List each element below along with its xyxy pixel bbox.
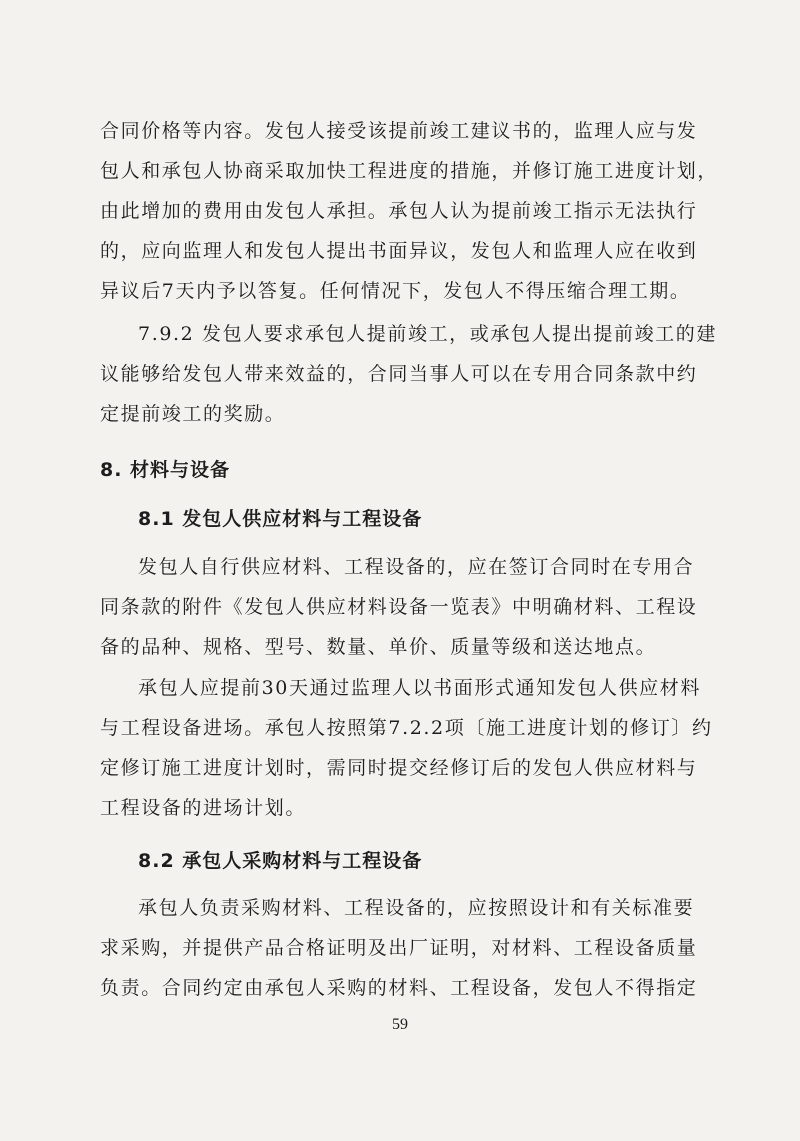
text-line: 承包人应提前30天通过监理人以书面形式通知发包人供应材料 [138, 677, 701, 699]
text-line: 定提前竣工的奖励。 [100, 403, 286, 425]
text-line: 与工程设备进场。承包人按照第7.2.2项〔施工进度计划的修订〕约 [100, 717, 713, 739]
text-line: 7.9.2 发包人要求承包人提前竣工，或承包人提出提前竣工的建 [138, 323, 717, 345]
section-heading-8: 8. 材料与设备 [100, 459, 231, 481]
paragraph-early-completion [100, 111, 719, 311]
text-line: 的，应向监理人和发包人提出书面异议，发包人和监理人应在收到 [100, 240, 698, 262]
paragraph-8-2-purchase [100, 888, 700, 1008]
text-line: 包人和承包人协商采取加快工程进度的措施，并修订施工进度计划， [100, 160, 719, 182]
text-line: 议能够给发包人带来效益的，合同当事人可以在专用合同条款中约 [100, 363, 698, 385]
page-number: 59 [392, 1016, 408, 1033]
text-line: 承包人负责采购材料、工程设备的，应按照设计和有关标准要 [138, 897, 695, 919]
text-line: 发包人自行供应材料、工程设备的，应在签订合同时在专用合 [138, 556, 695, 578]
section-heading-8-1: 8.1 发包人供应材料与工程设备 [138, 508, 423, 530]
text-line: 异议后7天内予以答复。任何情况下，发包人不得压缩合理工期。 [100, 280, 691, 302]
section-heading-8-2: 8.2 承包人采购材料与工程设备 [138, 850, 423, 872]
paragraph-7-9-2 [100, 314, 717, 434]
text-line: 同条款的附件《发包人供应材料设备一览表》中明确材料、工程设 [100, 596, 698, 618]
text-line: 定修订施工进度计划时，需同时提交经修订后的发包人供应材料与 [100, 757, 698, 779]
text-line: 负责。合同约定由承包人采购的材料、工程设备，发包人不得指定 [100, 977, 698, 999]
paragraph-8-1-notice [100, 668, 713, 828]
text-line: 备的品种、规格、型号、数量、单价、质量等级和送达地点。 [100, 636, 657, 658]
paragraph-8-1-supply [100, 547, 700, 667]
text-line: 工程设备的进场计划。 [100, 797, 307, 819]
text-line: 合同价格等内容。发包人接受该提前竣工建议书的，监理人应与发 [100, 120, 698, 142]
text-line: 求采购，并提供产品合格证明及出厂证明，对材料、工程设备质量 [100, 937, 698, 959]
text-line: 由此增加的费用由发包人承担。承包人认为提前竣工指示无法执行 [100, 200, 698, 222]
